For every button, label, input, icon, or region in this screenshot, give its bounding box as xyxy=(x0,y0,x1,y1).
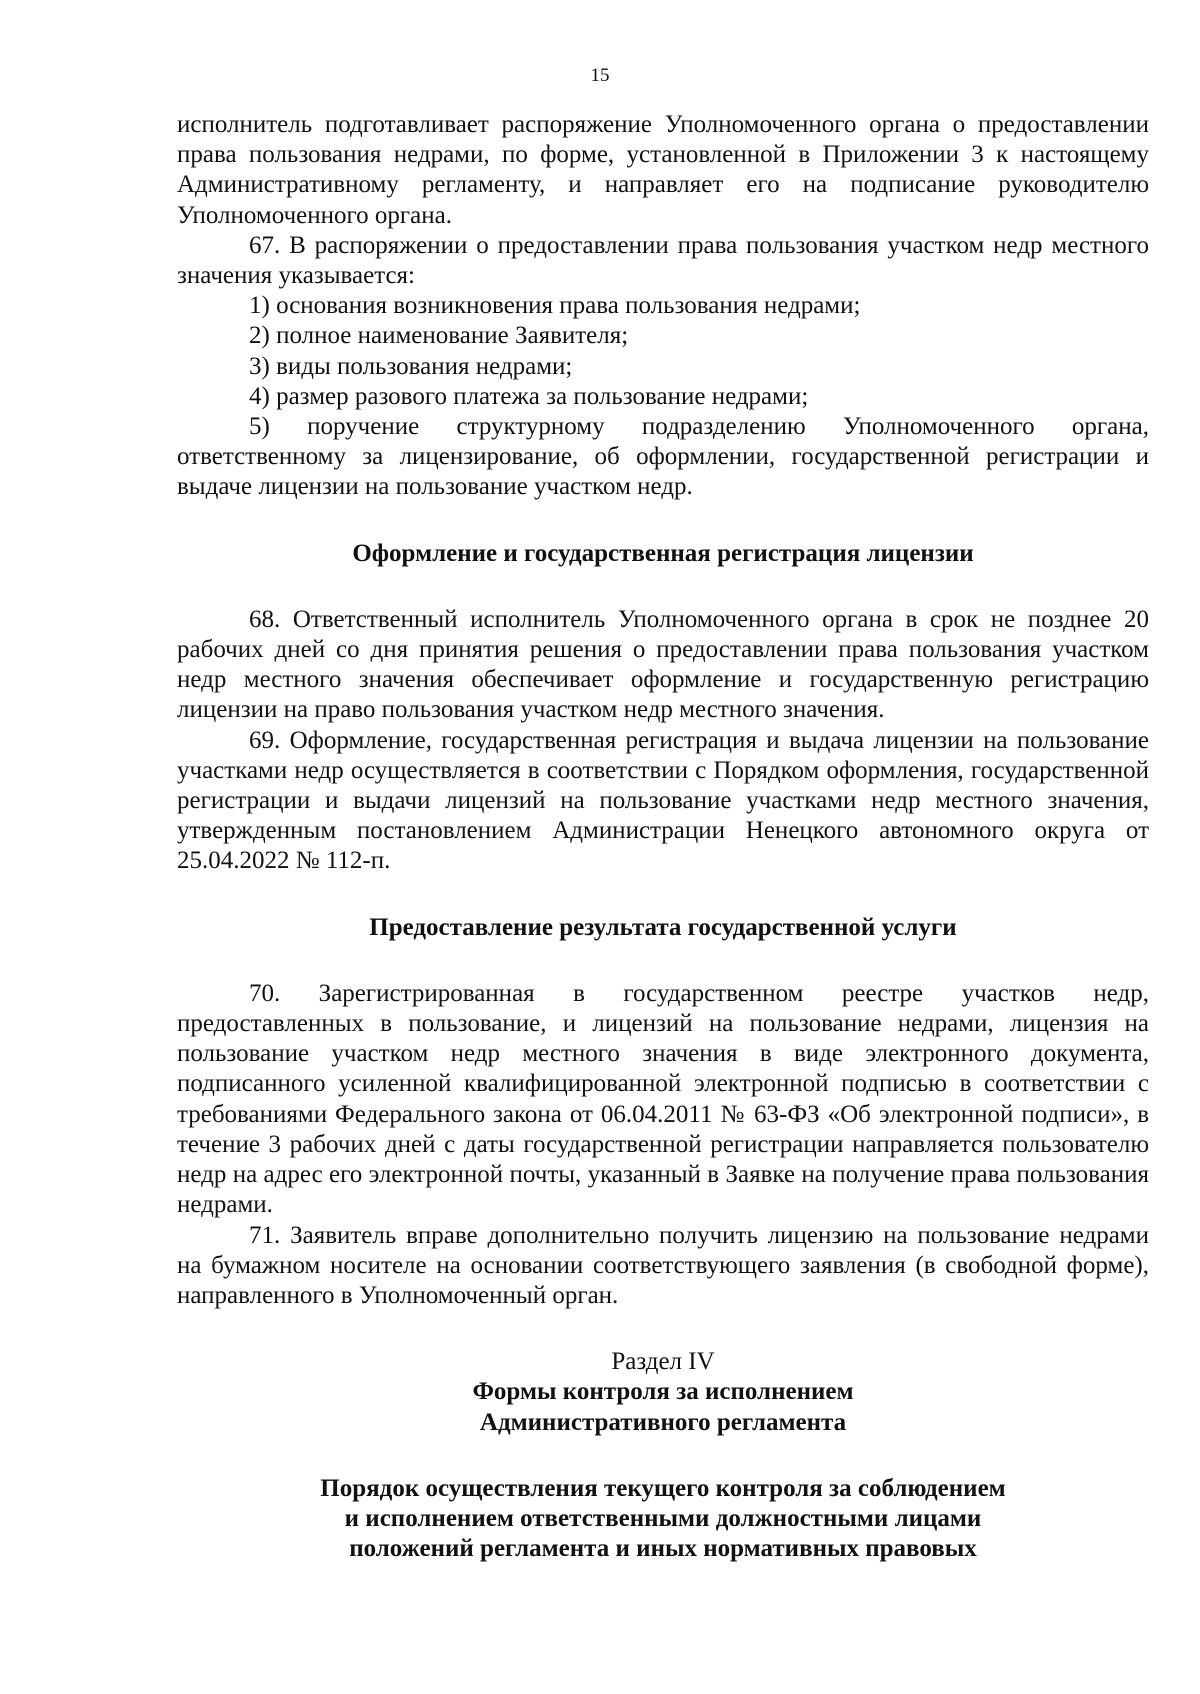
list-item-1: 1) основания возникновения права пользования недрами; xyxy=(249,292,861,320)
section-heading-license-registration: Оформление и государственная регистрация лицензии xyxy=(352,539,974,567)
subsection-heading-line-1: Порядок осуществления текущего контроля за соблюдением xyxy=(320,1474,1006,1502)
subsection-heading-line-3: положений регламента и иных нормативных правовых xyxy=(349,1535,977,1563)
spacer xyxy=(177,1438,1149,1474)
list-item-5: 5) поручение структурному подразделению Уполномоченного органа, ответственному за лицензирование, об оформлении, государственной регистрации и выдаче лицензии на пользование участком недр. xyxy=(177,413,1149,501)
paragraph-continued: исполнитель подготавливает распоряжение Уполномоченного органа о предоставлении права пользования недрами, по форме, установленной в Приложении 3 к настоящему Административному регламенту, и направляет его на подписание руководителю Уполномоченного органа. xyxy=(177,111,1149,229)
list-item-4: 4) размер разового платежа за пользование недрами; xyxy=(249,382,809,410)
paragraph-69: 69. Оформление, государственная регистрация и выдача лицензии на пользование участками недр осуществляется в соответствии с Порядком оформления, государственной регистрации и выдачи лицензий на пользование участками недр местного значения, утвержденным постановлением Администрации Ненецкого автономного округа от 25.04.2022 № 112-п. xyxy=(177,726,1149,875)
paragraph-70: 70. Зарегистрированная в государственном реестре участков недр, предоставленных в пользование, и лицензий на пользование недрами, лицензия на пользование участком недр местного значения в виде электронного документа, подписанного усиленной квалифицированной электронной подписью в соответствии с требованиями Федерального закона от 06.04.2011 № 63-ФЗ «Об электронной подписи», в течение 3 рабочих дней с даты государственной регистрации направляется пользователю недр на адрес его электронной почты, указанный в Заявке на получение права пользования недрами. xyxy=(177,979,1149,1219)
list-item-2: 2) полное наименование Заявителя; xyxy=(249,322,629,350)
spacer xyxy=(177,877,1149,913)
list-item-3: 3) виды пользования недрами; xyxy=(249,352,573,380)
section-label: Раздел IV xyxy=(611,1348,715,1376)
paragraph-68: 68. Ответственный исполнитель Уполномоченного органа в срок не позднее 20 рабочих дней со дня принятия решения о предоставлении права пользования участком недр местного значения обеспечивает оформление и государственную регистрацию лицензии на право пользования участком недр местного значения. xyxy=(177,605,1149,724)
subsection-heading-line-2: и исполнением ответственными должностными лицами xyxy=(344,1504,982,1532)
paragraph-71: 71. Заявитель вправе дополнительно получить лицензию на пользование недрами на бумажном носителе на основании соответствующего заявления (в свободной форме), направленного в Уполномоченный орган. xyxy=(177,1221,1149,1309)
spacer xyxy=(177,503,1149,539)
spacer xyxy=(177,1311,1149,1347)
page-number: 15 xyxy=(590,65,610,86)
section-heading-result-delivery: Предоставление результата государственной услуги xyxy=(369,913,957,941)
spacer xyxy=(177,943,1149,979)
spacer xyxy=(177,569,1149,605)
section-title-line-1: Формы контроля за исполнением xyxy=(472,1378,854,1406)
paragraph-67: 67. В распоряжении о предоставлении права пользования участком недр местного значения указывается: xyxy=(177,231,1149,290)
section-title-line-2: Административного регламента xyxy=(479,1408,847,1436)
document-body xyxy=(177,110,1149,1564)
